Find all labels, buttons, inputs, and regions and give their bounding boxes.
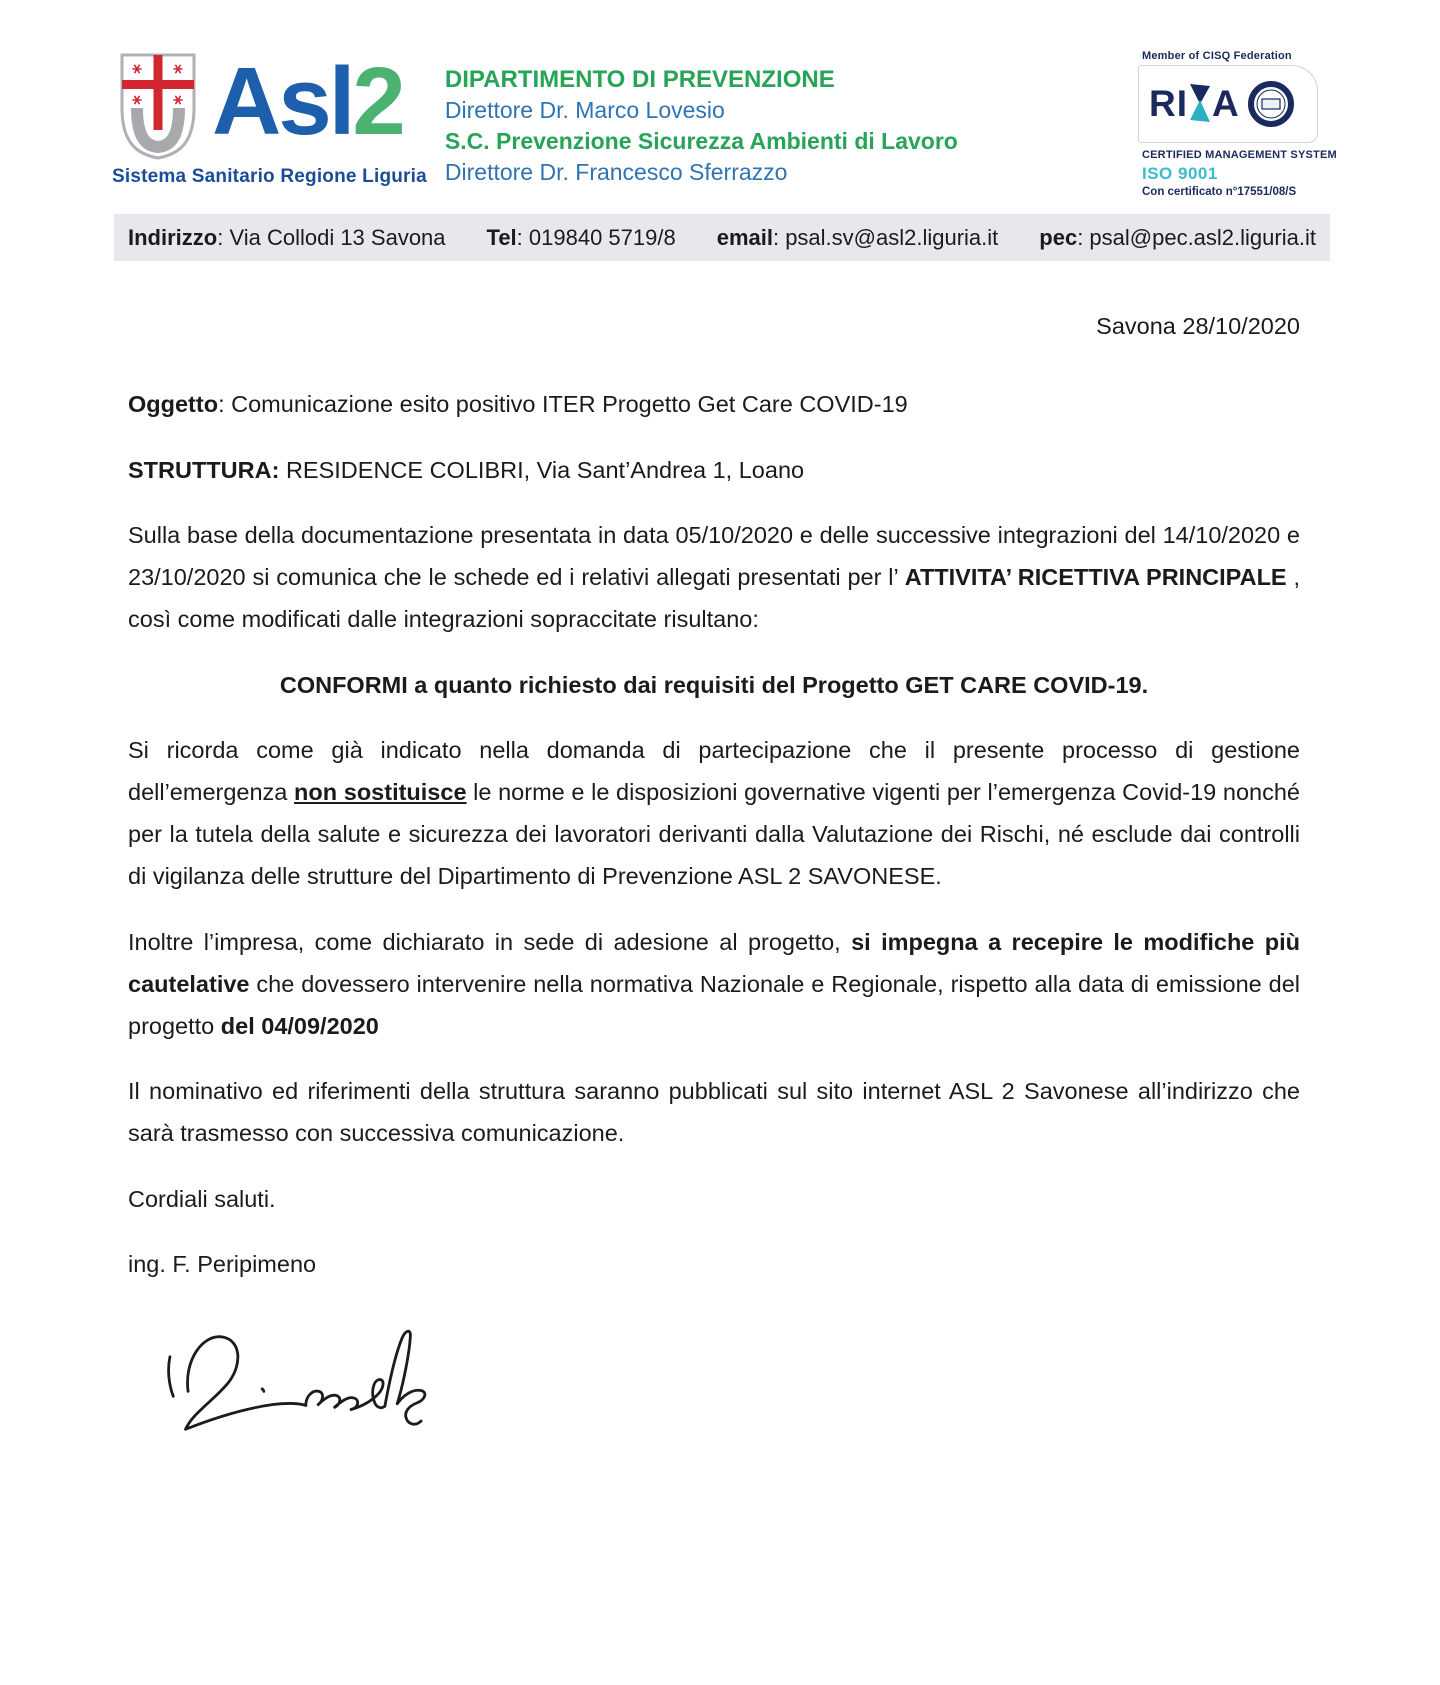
asl-tagline: Sistema Sanitario Regione Liguria bbox=[112, 166, 427, 187]
dept-line-4: Direttore Dr. Francesco Sferrazzo bbox=[444, 159, 788, 185]
date-line: Savona 28/10/2020 bbox=[1096, 313, 1300, 339]
paragraph-1-text-a: Sulla base della documentazione presentata in data 05/10/2020 e delle successive integrazioni del 14/10/2020 e 23/10/2020 si comunica che le schede ed i relativi allegati presentati per l’ bbox=[128, 522, 1300, 590]
contact-tel-label: Tel bbox=[486, 224, 517, 250]
rina-wordmark bbox=[1149, 83, 1240, 125]
subject-label: Oggetto bbox=[128, 391, 219, 417]
structure-label: STRUTTURA: bbox=[128, 456, 280, 483]
certificate-number: Con certificato n°17551/08/S bbox=[1142, 186, 1297, 198]
asl2-logo bbox=[112, 50, 427, 188]
conformity-statement: CONFORMI a quanto richiesto dai requisiti del Progetto GET CARE COVID-19. bbox=[279, 671, 1149, 698]
letterhead bbox=[0, 0, 1440, 198]
iso-9001-label: ISO 9001 bbox=[1142, 164, 1218, 183]
contact-pec-label: pec bbox=[1039, 224, 1078, 250]
signer-name: ing. F. Peripimeno bbox=[128, 1251, 317, 1277]
paragraph-1-bold: ATTIVITA’ RICETTIVA PRINCIPALE bbox=[904, 564, 1287, 590]
contact-pec-value: : psal@pec.asl2.liguria.it bbox=[1077, 224, 1316, 250]
paragraph-2-text-c: le norme e le disposizioni governative vigenti per l’emergenza Covid-19 nonché per la tutela della salute e sicurezza dei lavoratori derivanti dalla Valutazione dei Rischi, né esclude dai controlli di vigilanza delle strutture del Dipartimento di Prevenzione ASL 2 SAVONESE. bbox=[128, 779, 1300, 889]
contact-tel-value: : 019840 5719/8 bbox=[516, 224, 676, 250]
certification-seal-icon bbox=[1248, 81, 1294, 127]
asl-wordmark-text: Asl bbox=[212, 48, 353, 155]
subject-text: : Comunicazione esito positivo ITER Progetto Get Care COVID-19 bbox=[218, 391, 908, 417]
contact-address-value: : Via Collodi 13 Savona bbox=[217, 224, 446, 250]
paragraph-4: Il nominativo ed riferimenti della struttura saranno pubblicati sul sito internet ASL 2 Savonese all’indirizzo che sarà trasmesso con successiva comunicazione. bbox=[128, 1078, 1300, 1146]
liguria-shield-icon bbox=[112, 50, 204, 162]
paragraph-2-bold-underline: non sostituisce bbox=[294, 779, 467, 805]
paragraph-1-text-c: , così come modificati dalle integrazioni sopraccitate risultano: bbox=[128, 564, 1300, 632]
contact-address-label: Indirizzo bbox=[128, 224, 218, 250]
paragraph-3-text-c: che dovessero intervenire nella normativa Nazionale e Regionale, rispetto alla data di emissione del progetto bbox=[128, 970, 1300, 1039]
structure-line bbox=[128, 449, 1300, 491]
contact-tel bbox=[487, 225, 676, 251]
dept-line-2: Direttore Dr. Marco Lovesio bbox=[444, 97, 725, 123]
department-info bbox=[445, 50, 958, 188]
rina-letters-right: A bbox=[1212, 83, 1240, 124]
contact-email-label: email bbox=[716, 224, 773, 250]
contact-bar bbox=[114, 214, 1330, 261]
letter-body bbox=[128, 305, 1300, 1462]
paragraph-3-bold-d: del 04/09/2020 bbox=[220, 1012, 379, 1039]
dept-line-1: DIPARTIMENTO DI PREVENZIONE bbox=[444, 66, 835, 93]
asl-wordmark bbox=[212, 50, 403, 154]
paragraph-3 bbox=[128, 921, 1300, 1047]
certified-system-label: CERTIFIED MANAGEMENT SYSTEM bbox=[1142, 149, 1337, 161]
subject-line bbox=[128, 383, 1300, 425]
closing-line: Cordiali saluti. bbox=[128, 1185, 276, 1212]
paragraph-3-text-a: Inoltre l’impresa, come dichiarato in sede di adesione al progetto, bbox=[128, 928, 852, 955]
signature-area bbox=[150, 1309, 1300, 1462]
paragraph-3-bold-b: si impegna a recepire le modifiche più cautelative bbox=[128, 928, 1300, 997]
contact-email bbox=[717, 225, 999, 251]
cisq-member-label: Member of CISQ Federation bbox=[1142, 50, 1292, 62]
contact-pec bbox=[1039, 225, 1316, 251]
paragraph-1 bbox=[128, 514, 1300, 640]
dept-line-3: S.C. Prevenzione Sicurezza Ambienti di Lavoro bbox=[444, 128, 958, 154]
rina-diamond-icon bbox=[1189, 83, 1211, 125]
rina-logo-box bbox=[1138, 65, 1318, 143]
contact-address bbox=[128, 225, 446, 251]
asl-wordmark-number: 2 bbox=[352, 48, 403, 155]
paragraph-2 bbox=[128, 729, 1300, 897]
structure-text: RESIDENCE COLIBRI, Via Sant’Andrea 1, Loano bbox=[279, 456, 805, 483]
paragraph-2-text-a: Si ricorda come già indicato nella domanda di partecipazione che il presente processo di gestione dell’emergenza bbox=[128, 737, 1300, 805]
handwritten-signature-icon bbox=[150, 1309, 460, 1449]
contact-email-value: : psal.sv@asl2.liguria.it bbox=[772, 224, 999, 250]
certification-block bbox=[1138, 50, 1337, 198]
rina-letters-left: RI bbox=[1149, 83, 1188, 124]
